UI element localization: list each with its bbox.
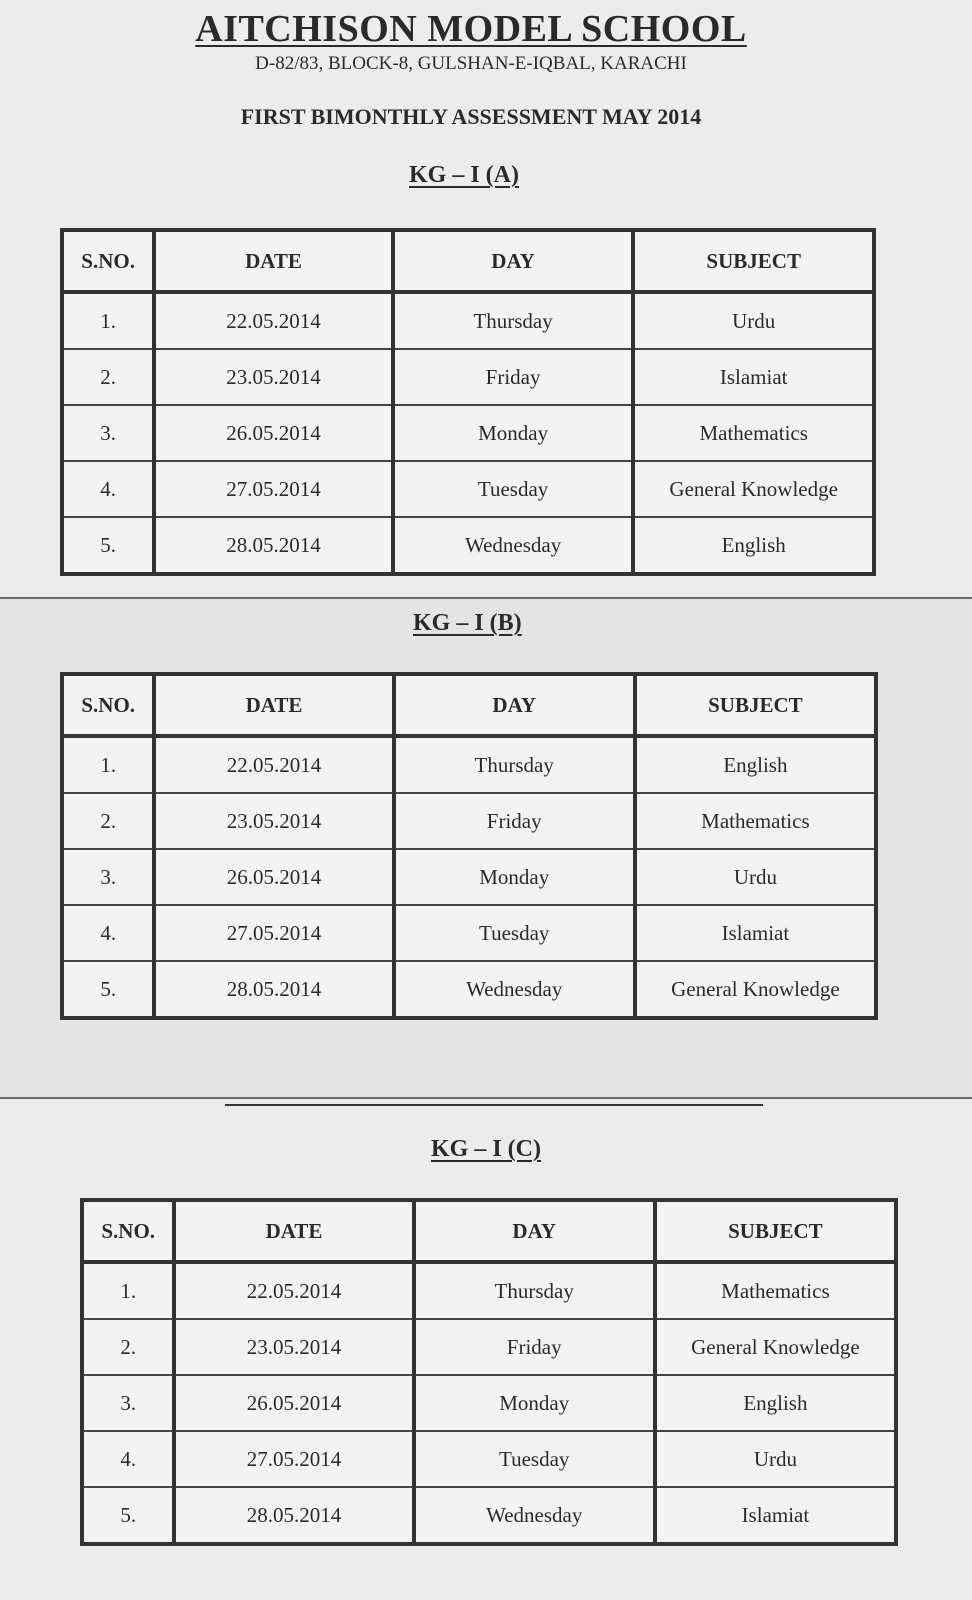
cell-day: Wednesday <box>394 961 635 1018</box>
cell-day: Friday <box>414 1319 655 1375</box>
section-title-c: KG – I (C) <box>431 1136 541 1162</box>
section-title-b: KG – I (B) <box>413 610 522 636</box>
table-row <box>62 517 874 574</box>
col-subject: SUBJECT <box>635 674 876 736</box>
cell-day: Wednesday <box>393 517 634 574</box>
cell-date: 28.05.2014 <box>154 517 393 574</box>
table-row <box>82 1319 896 1375</box>
col-sno: S.NO. <box>82 1200 174 1262</box>
cell-date: 22.05.2014 <box>174 1262 413 1319</box>
cell-subject: Mathematics <box>635 793 876 849</box>
cell-subject: Islamiat <box>655 1487 896 1544</box>
table-header-row <box>62 674 876 736</box>
cell-sno: 3. <box>62 849 154 905</box>
col-day: DAY <box>393 230 634 292</box>
cell-sno: 2. <box>62 349 154 405</box>
cell-date: 22.05.2014 <box>154 292 393 349</box>
cell-sno: 5. <box>62 961 154 1018</box>
cell-subject: English <box>635 736 876 793</box>
cell-sno: 5. <box>62 517 154 574</box>
cell-date: 26.05.2014 <box>174 1375 413 1431</box>
cell-subject: Mathematics <box>633 405 874 461</box>
col-date: DATE <box>154 230 393 292</box>
table-header-row <box>82 1200 896 1262</box>
table-row <box>82 1487 896 1544</box>
cell-sno: 4. <box>82 1431 174 1487</box>
cell-date: 28.05.2014 <box>174 1487 413 1544</box>
cell-date: 23.05.2014 <box>154 349 393 405</box>
cell-day: Wednesday <box>414 1487 655 1544</box>
table-row <box>62 461 874 517</box>
assessment-title-text: FIRST BIMONTHLY ASSESSMENT MAY 2014 <box>240 104 702 129</box>
cell-day: Monday <box>414 1375 655 1431</box>
cell-subject: Islamiat <box>633 349 874 405</box>
col-subject: SUBJECT <box>655 1200 896 1262</box>
cell-day: Tuesday <box>394 905 635 961</box>
cell-day: Tuesday <box>393 461 634 517</box>
table-row <box>62 736 876 793</box>
cell-sno: 4. <box>62 461 154 517</box>
cell-date: 27.05.2014 <box>154 905 393 961</box>
cell-sno: 4. <box>62 905 154 961</box>
table-row <box>82 1262 896 1319</box>
table-row <box>82 1375 896 1431</box>
cell-sno: 2. <box>62 793 154 849</box>
cell-date: 22.05.2014 <box>154 736 393 793</box>
cell-sno: 5. <box>82 1487 174 1544</box>
cell-subject: Mathematics <box>655 1262 896 1319</box>
cell-date: 27.05.2014 <box>174 1431 413 1487</box>
section-title-a: KG – I (A) <box>409 162 519 188</box>
table-row <box>82 1431 896 1487</box>
cell-subject: Urdu <box>633 292 874 349</box>
cell-subject: English <box>633 517 874 574</box>
school-address: D-82/83, BLOCK-8, GULSHAN-E-IQBAL, KARACHI <box>255 53 687 74</box>
table-row <box>62 793 876 849</box>
cell-day: Thursday <box>394 736 635 793</box>
cell-day: Monday <box>394 849 635 905</box>
cell-date: 26.05.2014 <box>154 405 393 461</box>
col-day: DAY <box>414 1200 655 1262</box>
cell-sno: 3. <box>82 1375 174 1431</box>
cell-sno: 1. <box>62 292 154 349</box>
cell-day: Thursday <box>393 292 634 349</box>
cell-date: 28.05.2014 <box>154 961 393 1018</box>
table-header-row <box>62 230 874 292</box>
cell-subject: General Knowledge <box>633 461 874 517</box>
schedule-table-a <box>60 228 876 576</box>
cell-day: Friday <box>394 793 635 849</box>
table-row <box>62 905 876 961</box>
cell-date: 23.05.2014 <box>154 793 393 849</box>
cell-day: Thursday <box>414 1262 655 1319</box>
cell-subject: General Knowledge <box>655 1319 896 1375</box>
cell-subject: Islamiat <box>635 905 876 961</box>
table-row <box>62 961 876 1018</box>
cell-subject: Urdu <box>635 849 876 905</box>
cell-date: 23.05.2014 <box>174 1319 413 1375</box>
paper-edge-line <box>0 1097 972 1099</box>
table-row <box>62 349 874 405</box>
paper-edge-line <box>0 597 972 599</box>
cell-subject: Urdu <box>655 1431 896 1487</box>
school-name: AITCHISON MODEL SCHOOL <box>195 8 747 50</box>
document-header <box>0 6 972 76</box>
divider-line <box>225 1104 763 1106</box>
col-sno: S.NO. <box>62 674 154 736</box>
table-row <box>62 405 874 461</box>
schedule-table-c <box>80 1198 898 1546</box>
cell-date: 27.05.2014 <box>154 461 393 517</box>
cell-subject: English <box>655 1375 896 1431</box>
col-sno: S.NO. <box>62 230 154 292</box>
cell-subject: General Knowledge <box>635 961 876 1018</box>
cell-day: Friday <box>393 349 634 405</box>
cell-sno: 3. <box>62 405 154 461</box>
table-row <box>62 849 876 905</box>
col-day: DAY <box>394 674 635 736</box>
schedule-table-b <box>60 672 878 1020</box>
cell-sno: 1. <box>82 1262 174 1319</box>
cell-date: 26.05.2014 <box>154 849 393 905</box>
cell-sno: 1. <box>62 736 154 793</box>
col-date: DATE <box>174 1200 413 1262</box>
cell-day: Tuesday <box>414 1431 655 1487</box>
cell-day: Monday <box>393 405 634 461</box>
cell-sno: 2. <box>82 1319 174 1375</box>
col-date: DATE <box>154 674 393 736</box>
assessment-title <box>0 104 972 130</box>
table-row <box>62 292 874 349</box>
col-subject: SUBJECT <box>633 230 874 292</box>
